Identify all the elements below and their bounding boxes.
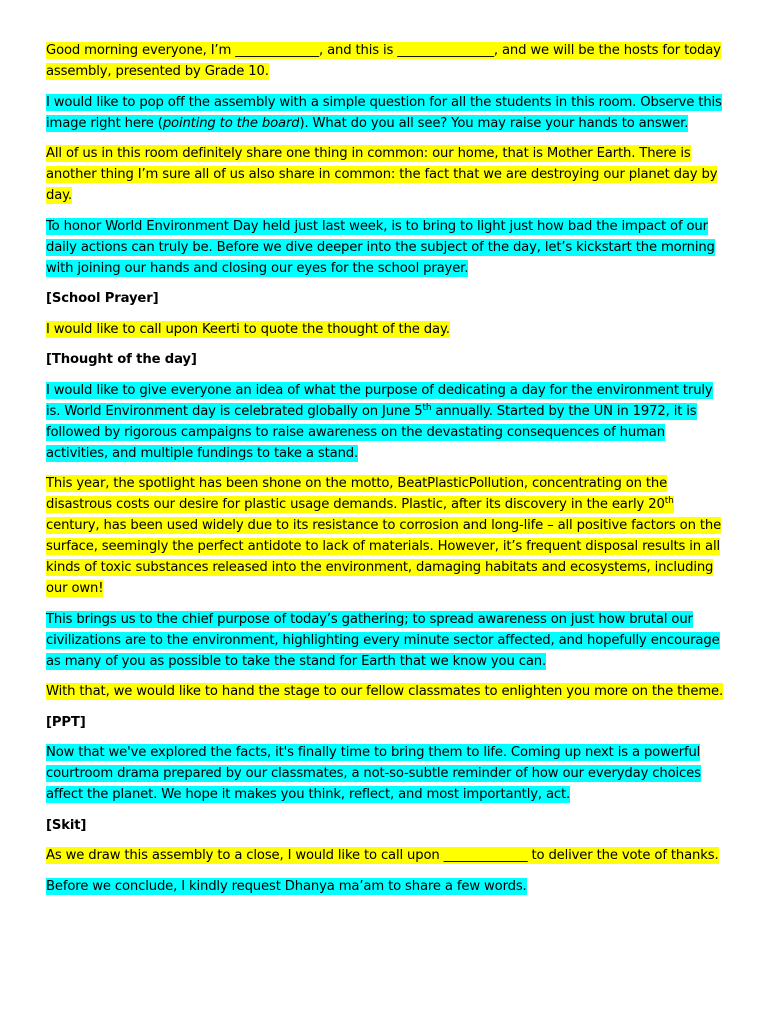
document-page [46,40,726,906]
handover-paragraph [46,681,726,702]
handover-text: With that, we would like to hand the stage to our fellow classmates to enlighten you more on the theme. [46,684,724,699]
thought-callout-text: I would like to call upon Keerti to quote the thought of the day. [46,321,450,337]
question-paragraph [46,92,726,134]
earth-paragraph [46,143,726,206]
purpose-paragraph [46,380,726,464]
earth-text: All of us in this room definitely share one thing in common: our home, that is Mother Earth. There is another thing I’m sure all of us also share in common: the fact that we are destroying our planet day by day. [46,146,718,203]
chief-purpose-text: This brings us to the chief purpose of today’s gathering; to spread awareness on just how brutal our civilizations are to the environment, highlighting every minute sector affected, and hopefully encourage as many of you as possible to take the stand for Earth that we know you can. [46,611,720,669]
closing-paragraph [46,876,726,897]
vote-of-thanks-text: As we draw this assembly to a close, I would like to call upon _____________ to deliver the vote of thanks. [46,848,719,863]
plastic-text-end: century, has been used widely due to its resistance to corrosion and long-life – all positive factors on the surface, seemingly the perfect antidote to lack of materials. However, it’s frequent disposal results in all kinds of toxic substances released into the environment, damaging habitats and ecosystems, including our own! [46,518,722,596]
intro-paragraph [46,40,726,82]
question-text-start: I would like to pop off the assembly with a simple question for all the students in this room. Observe this image right here ( [46,94,722,131]
closing-text: Before we conclude, I kindly request Dhanya ma’am to share a few words. [46,878,527,894]
chief-purpose-paragraph [46,609,726,672]
question-text-end: ). What do you all see? You may raise your hands to answer. [299,115,689,131]
plastic-superscript: th [664,496,674,506]
thought-callout-paragraph [46,319,726,340]
skit-intro-paragraph [46,742,726,805]
school-prayer-heading: [School Prayer] [46,291,159,306]
question-text-italic: pointing to the board [162,115,300,131]
plastic-paragraph [46,473,726,599]
intro-text: Good morning everyone, I’m _____________, and this is _______________, and we will be the hosts for today assembly, presented by Grade 10. [46,43,721,79]
purpose-superscript: th [422,402,432,413]
skit-heading: [Skit] [46,817,87,833]
purpose-text-start: I would like to give everyone an idea of what the purpose of dedicating a day for the environment truly is. World Environment day is celebrated globally on June 5 [46,382,713,419]
ppt-heading: [PPT] [46,714,86,730]
skit-intro-text: Now that we've explored the facts, it's finally time to bring them to life. Coming up next is a powerful courtroom drama prepared by our classmates, a not-so-subtle reminder of how our everyday choices affect the planet. We hope it makes you think, reflect, and most importantly, act. [46,745,701,802]
thought-of-day-heading: [Thought of the day] [46,352,197,367]
purpose-text-end: annually. Started by the UN in 1972, it is followed by rigorous campaigns to raise awareness on the devastating consequences of human activities, and multiple fundings to take a stand. [46,403,697,461]
environment-day-paragraph [46,216,726,279]
vote-of-thanks-paragraph [46,845,726,866]
environment-day-text: To honor World Environment Day held just last week, is to bring to light just how bad the impact of our daily actions can truly be. Before we dive deeper into the subject of the day, let’s kickstart the morning with joining our hands and closing our eyes for the school prayer. [46,218,715,276]
plastic-text-start: This year, the spotlight has been shone on the motto, BeatPlasticPollution, concentrating on the disastrous costs our desire for plastic usage demands. Plastic, after its discovery in the early 20 [46,476,668,512]
